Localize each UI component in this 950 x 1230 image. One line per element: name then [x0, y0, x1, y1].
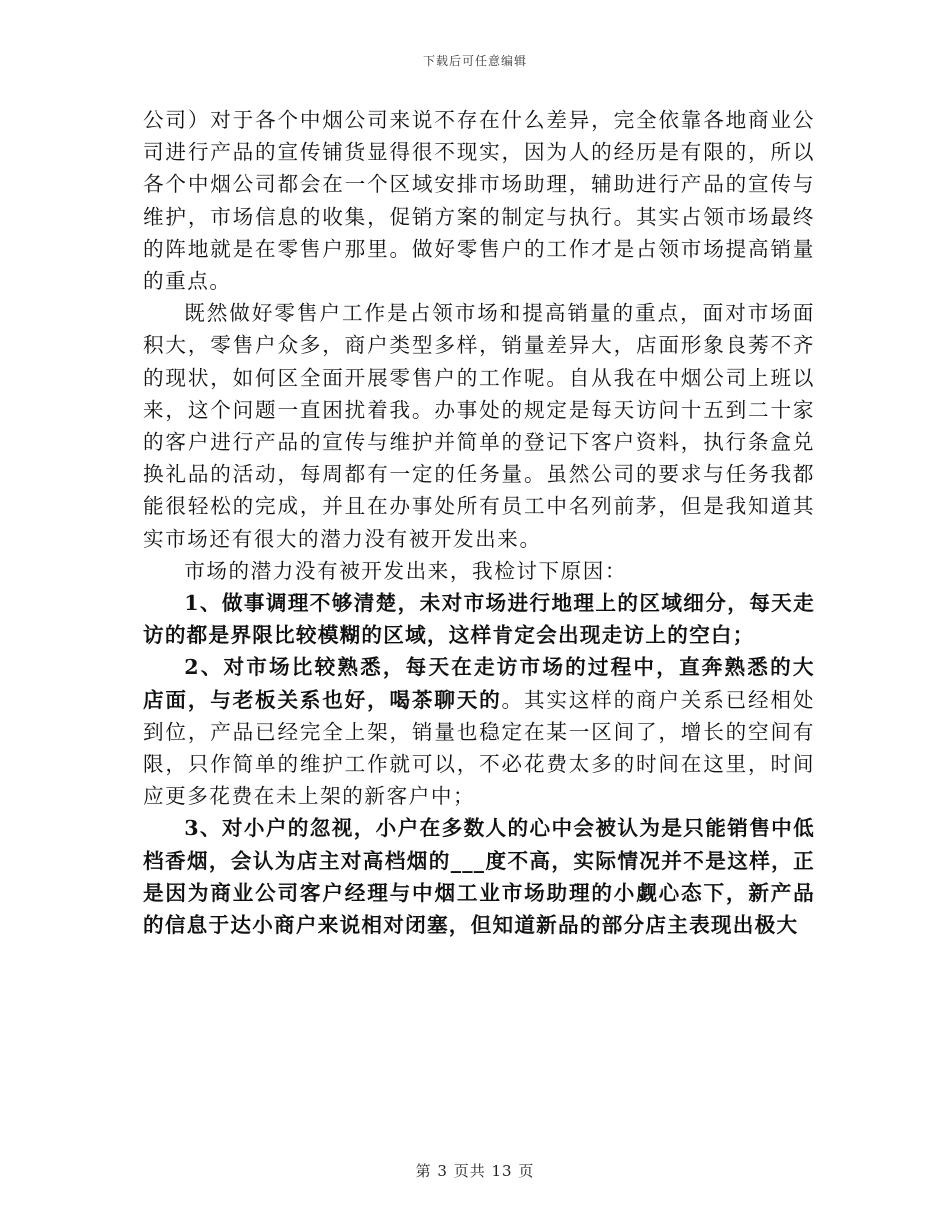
paragraph-5-bold-lead: 2、对市场比较熟悉，每天在走访市场的过程中，直奔熟悉的大店面，与老板关系也好，喝茶聊天的 — [143, 655, 815, 712]
paragraph-4-bold-point: 1、做事调理不够清楚，未对市场进行地理上的区域细分，每天走访的都是界限比较模糊的区域，这样肯定会出现走访上的空白； — [143, 591, 815, 648]
page-number: 第 3 页共 13 页 — [415, 1162, 535, 1180]
paragraph-2: 既然做好零售户工作是占领市场和提高销量的重点，面对市场面积大，零售户众多，商户类型多样，销量差异大，店面形象良莠不齐的现状，如何区全面开展零售户的工作呢。自从我在中烟公司上班以来，这个问题一直困扰着我。办事处的规定是每天访问十五到二十家的客户进行产品的宣传与维护并简单的登记下客户资料，执行条盒兑换礼品的活动，每周都有一定的任务量。虽然公司的要求与任务我都能很轻松的完成，并且在办事处所有员工中名列前茅，但是我知道其实市场还有很大的潜力没有被开发出来。 — [143, 301, 815, 551]
paragraph-6-bold-point: 3、对小户的忽视，小户在多数人的心中会被认为是只能销售中低档香烟，会认为店主对高档烟的___度不高，实际情况并不是这样，正是因为商业公司客户经理与中烟工业市场助理的小觑心态下，新产品的信息于达小商户来说相对闭塞，但知道新品的部分店主表现出极大 — [143, 816, 815, 938]
document-body — [143, 104, 815, 941]
header-note: 下载后可任意编辑 — [422, 54, 527, 68]
paragraph-5 — [143, 651, 815, 812]
paragraph-5-rest: 。其实这样的商户关系已经相处到位，产品已经完全上架，销量也稳定在某一区间了，增长的空间有限，只作简单的维护工作就可以，不必花费太多的时间在这里，时间应更多花费在未上架的新客户中； — [143, 687, 815, 809]
paragraph-3: 市场的潜力没有被开发出来，我检讨下原因： — [184, 558, 628, 583]
paragraph-1: 公司）对于各个中烟公司来说不存在什么差异，完全依靠各地商业公司进行产品的宣传铺货显得很不现实，因为人的经历是有限的，所以各个中烟公司都会在一个区域安排市场助理，辅助进行产品的宣传与维护，市场信息的收集，促销方案的制定与执行。其实占领市场最终的阵地就是在零售户那里。做好零售户的工作才是占领市场提高销量的重点。 — [143, 108, 815, 294]
